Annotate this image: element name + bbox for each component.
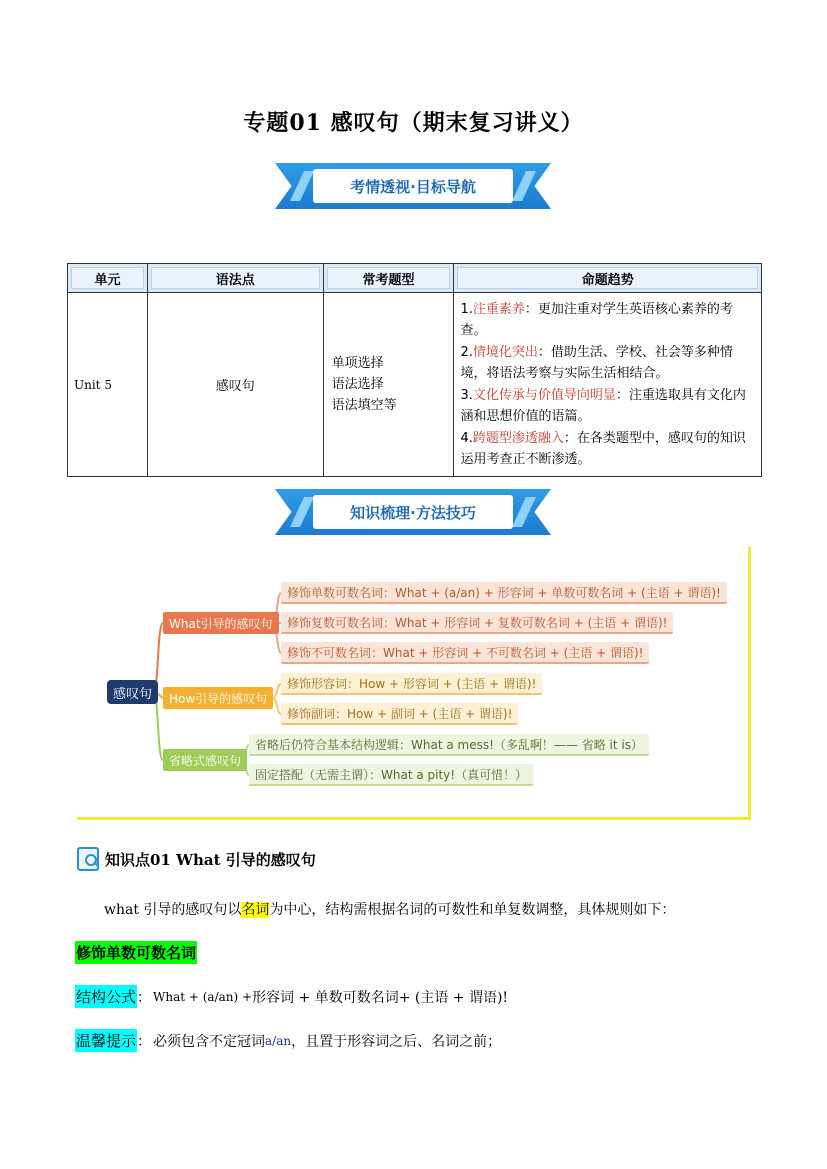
section-banner-knowledge — [275, 489, 551, 535]
question-type: 语法填空等 — [331, 398, 397, 413]
mind-map-border — [748, 547, 751, 820]
trend-item: 2.情境化突出：借助生活、学校、社会等多种情境，将语法考察与实际生活相结合。 — [460, 344, 733, 381]
section-banner-exam — [275, 163, 551, 209]
mind-map-border — [77, 817, 751, 820]
branch-what: What引导的感叹句 — [163, 612, 279, 634]
table-header: 语法点 — [147, 264, 323, 293]
tip-label: 温馨提示 — [75, 1029, 137, 1052]
tip-text: ，且置于形容词之后、名词之前； — [291, 1033, 502, 1050]
table-header: 命题趋势 — [454, 264, 762, 293]
tip-line — [75, 1029, 501, 1052]
formula-label: 结构公式 — [75, 985, 137, 1008]
formula-rest: 形容词 + 单数可数名词+ (主语 + 谓语)! — [252, 989, 509, 1006]
mind-map — [77, 547, 751, 820]
leaf-node: 修饰单数可数名词：What + (a/an) + 形容词 + 单数可数名词 + (主语 + 谓语)! — [281, 582, 727, 604]
branch-how: How引导的感叹句 — [163, 687, 273, 709]
table-header: 常考题型 — [323, 264, 454, 293]
grammar-cell: 感叹句 — [147, 293, 323, 477]
tip-colon: ： — [137, 1033, 152, 1050]
trend-cell — [454, 293, 762, 477]
intro-text: what 引导的感叹句以 — [104, 902, 242, 918]
intro-paragraph — [104, 899, 675, 919]
leaf-node: 修饰副词：How + 副词 + (主语 + 谓语)! — [281, 703, 518, 725]
trend-item: 4.跨题型渗透融入：在各类题型中，感叹句的知识运用考查正不断渗透。 — [460, 430, 746, 467]
branch-ellipsis: 省略式感叹句 — [163, 749, 247, 771]
trend-item: 1.注重素养：更加注重对学生英语核心素养的考查。 — [460, 301, 733, 338]
leaf-node: 修饰不可数名词：What + 形容词 + 不可数名词 + (主语 + 谓语)! — [281, 642, 649, 664]
tip-text: 必须包含不定冠词 — [153, 1033, 266, 1050]
banner-label: 知识梳理·方法技巧 — [313, 495, 513, 529]
connector — [273, 698, 281, 714]
subheading: 修饰单数可数名词 — [75, 941, 197, 964]
leaf-node: 修饰形容词：How + 形容词 + (主语 + 谓语)! — [281, 673, 542, 695]
magnifier-document-icon — [77, 847, 99, 871]
connector — [273, 684, 281, 698]
intro-highlight: 名词 — [241, 902, 270, 918]
leaf-node: 省略后仍符合基本结构逻辑：What a mess!（多乱啊！—— 省略 it is） — [249, 734, 649, 756]
knowledge-point-heading — [77, 847, 316, 871]
trend-item: 3.文化传承与价值导向明显：注重选取具有文化内涵和思想价值的语篇。 — [460, 387, 746, 424]
tip-article: a/an — [265, 1033, 292, 1048]
leaf-node: 修饰复数可数名词：What + 形容词 + 复数可数名词 + (主语 + 谓语)! — [281, 612, 673, 634]
exam-analysis-table — [67, 263, 762, 477]
question-types-cell — [323, 293, 454, 477]
question-type: 单项选择 — [331, 356, 384, 371]
table-row — [68, 293, 762, 477]
page-title: 专题01 感叹句（期末复习讲义） — [243, 110, 584, 136]
formula-line — [75, 985, 508, 1008]
intro-text: 为中心，结构需根据名词的可数性和单复数调整，具体规则如下： — [269, 902, 676, 918]
unit-cell: Unit 5 — [68, 293, 148, 477]
question-type: 语法选择 — [331, 377, 384, 392]
knowledge-point-title: 知识点01 What 引导的感叹句 — [105, 850, 316, 869]
leaf-node: 固定搭配（无需主谓）：What a pity!（真可惜！） — [249, 764, 533, 786]
table-header-row — [68, 264, 762, 293]
mind-map-root: 感叹句 — [107, 680, 158, 704]
banner-label: 考情透视·目标导航 — [313, 169, 513, 203]
table-header: 单元 — [68, 264, 148, 293]
formula-colon: ： — [137, 989, 152, 1006]
formula-what: What + (a/an) + — [153, 989, 253, 1004]
